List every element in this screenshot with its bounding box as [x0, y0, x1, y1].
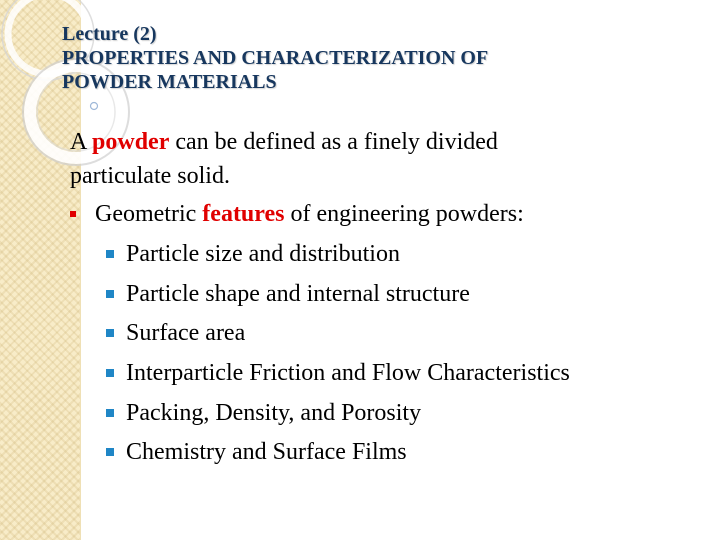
- main-bullet-prefix: Geometric: [95, 201, 203, 227]
- slide-body: [70, 125, 700, 476]
- title-line-2: PROPERTIES AND CHARACTERIZATION OF: [62, 47, 489, 69]
- blue-square-bullet-icon: [106, 448, 114, 456]
- blue-square-bullet-icon: [106, 409, 114, 417]
- sub-bullet-text: Particle size and distribution: [126, 241, 400, 267]
- main-bullet-highlight-features: features: [202, 201, 285, 227]
- main-bullet-suffix: of engineering powders:: [284, 201, 524, 227]
- sub-bullet-item: [70, 278, 700, 310]
- sub-bullet-text: Chemistry and Surface Films: [126, 439, 407, 466]
- blue-square-bullet-icon: [106, 369, 114, 377]
- blue-square-bullet-icon: [106, 250, 114, 258]
- red-square-bullet-icon: [70, 211, 76, 217]
- blue-square-bullet-icon: [106, 329, 114, 337]
- sub-bullet-item: [70, 238, 700, 270]
- intro-highlight-powder: powder: [92, 129, 170, 155]
- sub-bullet-text: Packing, Density, and Porosity: [126, 399, 422, 426]
- sub-bullet-text: Surface area: [126, 320, 246, 347]
- intro-prefix: A: [70, 129, 93, 155]
- sub-bullet-item: [70, 397, 700, 429]
- sub-bullet-item: [70, 317, 700, 349]
- intro-line1-suffix: can be defined as a finely divided: [169, 129, 498, 155]
- sub-bullet-item: [70, 436, 700, 468]
- intro-paragraph: [70, 125, 700, 193]
- sub-bullet-text: Particle shape and internal structure: [126, 280, 470, 307]
- sub-bullet-text: Interparticle Friction and Flow Characteristics: [126, 360, 570, 387]
- main-bullet-item: [70, 198, 700, 230]
- sub-bullet-list: [70, 238, 700, 468]
- title-line-3: POWDER MATERIALS: [62, 71, 277, 93]
- slide-title: [62, 22, 702, 94]
- title-line-1: Lecture (2): [62, 23, 157, 45]
- sub-bullet-item: [70, 357, 700, 389]
- intro-line2: particulate solid.: [70, 163, 230, 189]
- blue-square-bullet-icon: [106, 290, 114, 298]
